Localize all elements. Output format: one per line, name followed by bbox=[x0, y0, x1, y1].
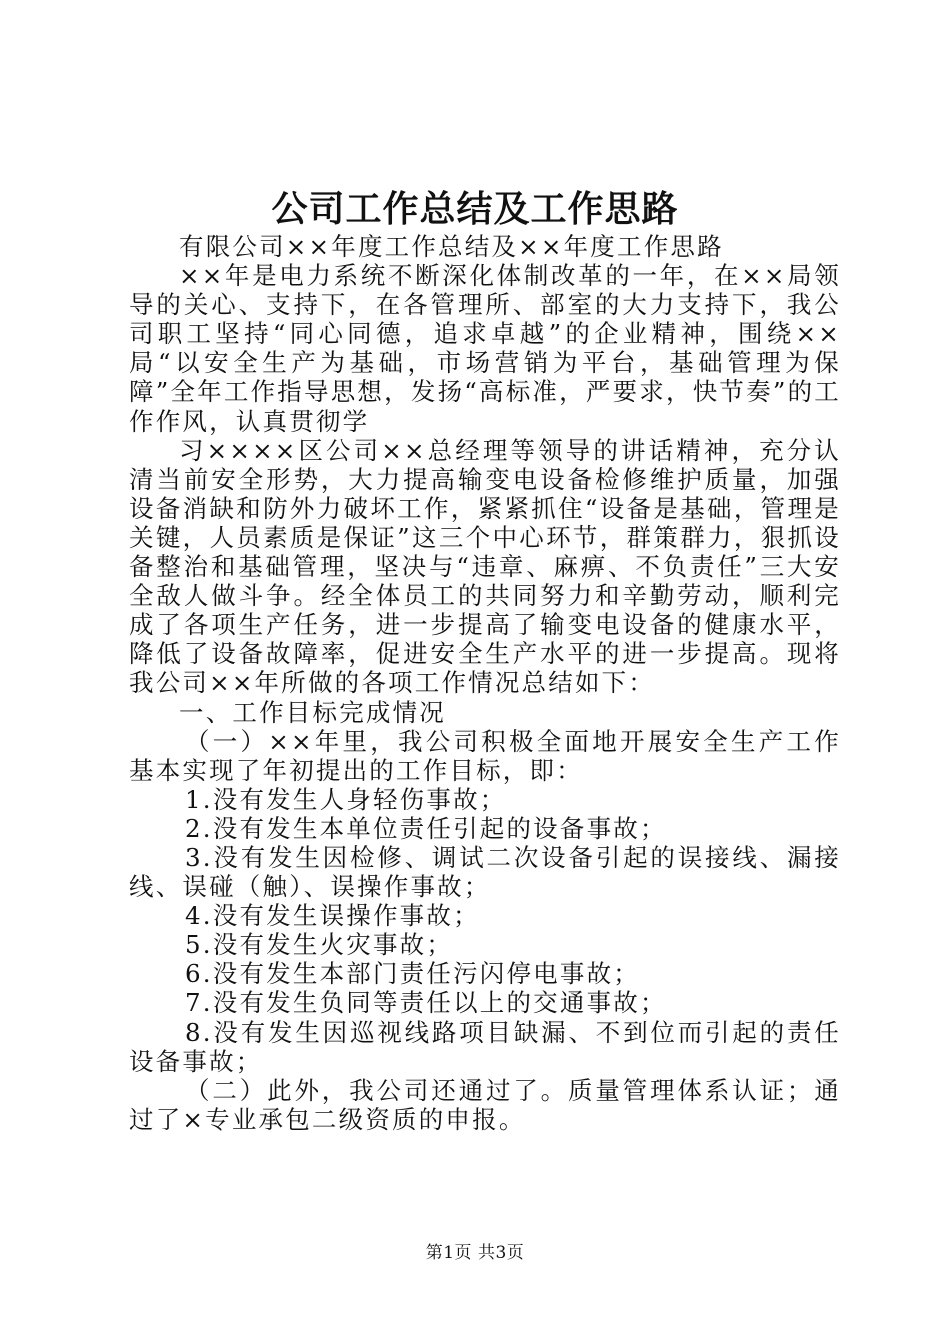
subtitle-paragraph: 有限公司××年度工作总结及××年度工作思路 bbox=[179, 232, 724, 261]
list-item: 8.没有发生因巡视线路项目缺漏、不到位而引起的责任设备事故； bbox=[129, 1017, 841, 1076]
document-body bbox=[129, 232, 841, 1134]
list-item: 1.没有发生人身轻伤事故； bbox=[185, 784, 507, 814]
subsection-paragraph-2: （二）此外，我公司还通过了。质量管理体系认证；通过了×专业承包二级资质的申报。 bbox=[129, 1075, 841, 1134]
list-item: 6.没有发生本部门责任污闪停电事故； bbox=[185, 959, 640, 989]
document-title: 公司工作总结及工作思路 bbox=[271, 188, 679, 230]
list-item: 3.没有发生因检修、调试二次设备引起的误接线、漏接线、误碰（触）、误操作事故； bbox=[129, 842, 841, 902]
list-item: 5.没有发生火灾事故； bbox=[185, 930, 454, 960]
intro-paragraph: ××年是电力系统不断深化体制改革的一年，在××局领导的关心、支持下，在各管理所、部室的大力支持下，我公司职工坚持“同心同德，追求卓越”的企业精神，围绕××局“以安全生产为基础，市场营销为平台，基础管理为保障”全年工作指导思想，发扬“高标准，严要求，快节奏”的工作作风，认真贯彻学 bbox=[129, 261, 841, 436]
subsection-paragraph-1: （一）××年里，我公司积极全面地开展安全生产工作基本实现了年初提出的工作目标，即： bbox=[129, 726, 841, 785]
section-heading: 一、工作目标完成情况 bbox=[179, 697, 446, 727]
list-item: 2.没有发生本单位责任引起的设备事故； bbox=[185, 813, 667, 843]
list-item: 4.没有发生误操作事故； bbox=[185, 901, 480, 931]
summary-paragraph: 习××××区公司××总经理等领导的讲话精神，充分认清当前安全形势，大力提高输变电设备检修维护质量，加强设备消缺和防外力破坏工作，紧紧抓住“设备是基础，管理是关键，人员素质是保证”这三个中心环节，群策群力，狠抓设备整治和基础管理，坚决与“违章、麻痹、不负责任”三大安全敌人做斗争。经全体员工的共同努力和辛勤劳动，顺利完成了各项生产任务，进一步提高了输变电设备的健康水平，降低了设备故障率，促进安全生产水平的进一步提高。现将我公司××年所做的各项工作情况总结如下： bbox=[129, 435, 841, 698]
page-number-footer: 第1页 共3页 bbox=[425, 1243, 525, 1263]
list-item: 7.没有发生负同等责任以上的交通事故； bbox=[185, 988, 667, 1018]
